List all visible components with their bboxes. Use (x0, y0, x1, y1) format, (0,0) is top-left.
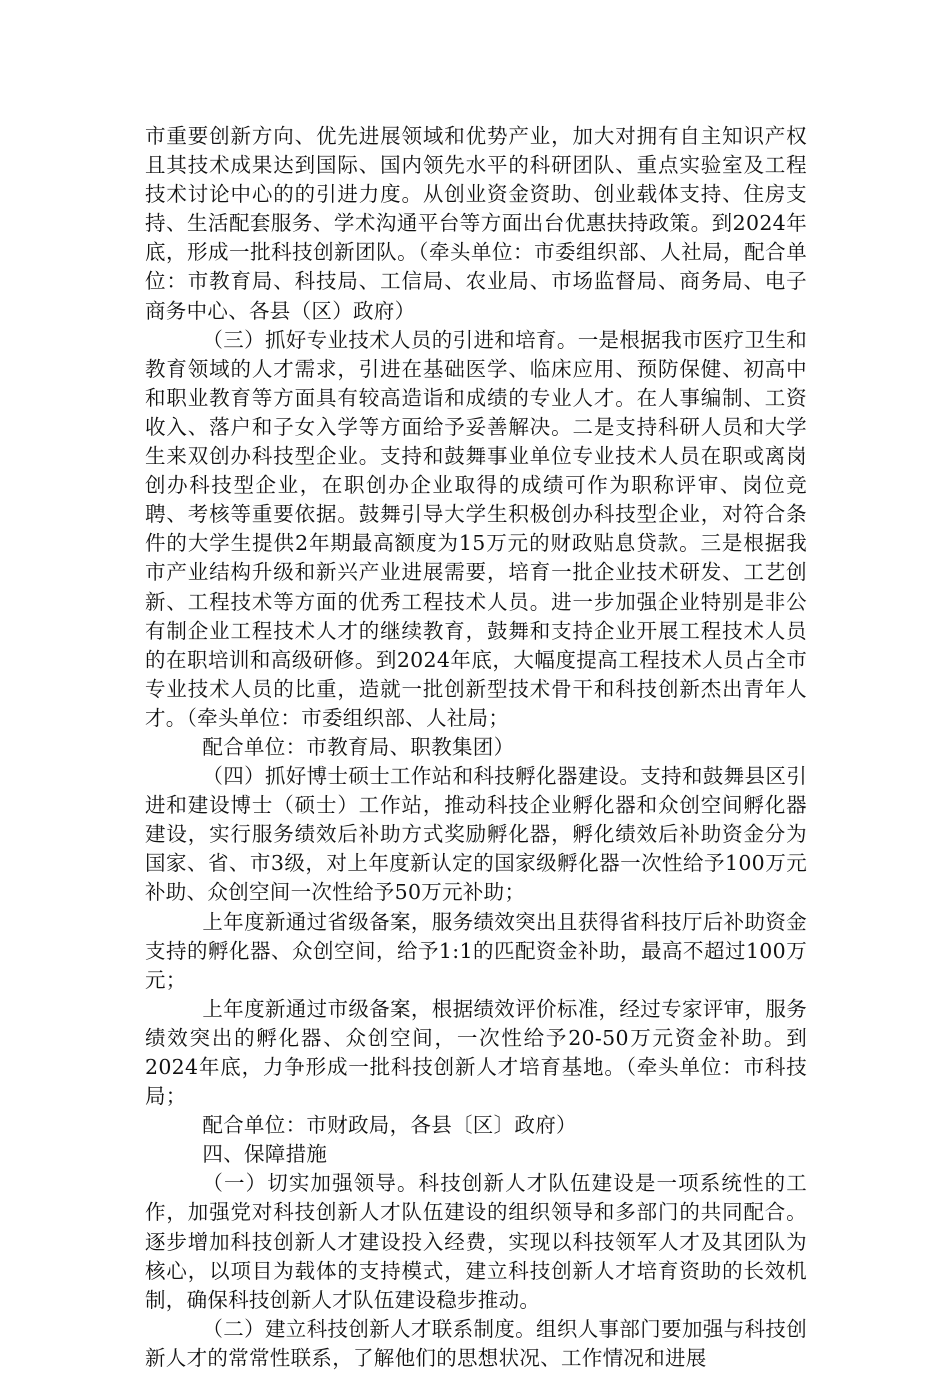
paragraph-provincial-subsidy: 上年度新通过省级备案，服务绩效突出且获得省科技厅后补助资金支持的孵化器、众创空间，给予1:1的匹配资金补助，最高不超过100万元； (145, 909, 807, 992)
paragraph-cooperating-units-education: 配合单位：市教育局、职教集团） (202, 734, 515, 759)
document-body (145, 122, 807, 1373)
paragraph-municipal-subsidy: 上年度新通过市级备案，根据绩效评价标准，经过专家评审，服务绩效突出的孵化器、众创空间，一次性给予20-50万元资金补助。到2024年底，力争形成一批科技创新人才培育基地。（牵头单位：市科技局； (145, 996, 807, 1109)
section-heading-safeguards: 四、保障措施 (202, 1142, 328, 1167)
paragraph-incubator-construction: （四）抓好博士硕士工作站和科技孵化器建设。支持和鼓舞县区引进和建设博士（硕士）工作站，推动科技企业孵化器和众创空间孵化器建设，实行服务绩效后补助方式奖励孵化器，孵化绩效后补助资金分为国家、省、市3级，对上年度新认定的国家级孵化器一次性给予100万元补助、众创空间一次性给予50万元补助； (145, 764, 807, 905)
paragraph-team-introduction: 市重要创新方向、优先进展领域和优势产业，加大对拥有自主知识产权且其技术成果达到国际、国内领先水平的科研团队、重点实验室及工程技术讨论中心的的引进力度。从创业资金资助、创业载体支持、住房支持、生活配套服务、学术沟通平台等方面出台优惠扶持政策。到2024年底，形成一批科技创新团队。（牵头单位：市委组织部、人社局，配合单位：市教育局、科技局、工信局、农业局、市场监督局、商务局、电子商务中心、各县（区）政府） (145, 124, 807, 323)
paragraph-leadership: （一）切实加强领导。科技创新人才队伍建设是一项系统性的工作，加强党对科技创新人才队伍建设的组织领导和多部门的共同配合。逐步增加科技创新人才建设投入经费，实现以科技领军人才及其团队为核心，以项目为载体的支持模式，建立科技创新人才培育资助的长效机制，确保科技创新人才队伍建设稳步推动。 (145, 1171, 807, 1312)
paragraph-cooperating-units-finance: 配合单位：市财政局，各县〔区〕政府） (202, 1113, 577, 1138)
paragraph-contact-system: （二）建立科技创新人才联系制度。组织人事部门要加强与科技创新人才的常常性联系，了解他们的思想状况、工作情况和进展 (145, 1316, 807, 1370)
paragraph-professional-talent: （三）抓好专业技术人员的引进和培育。一是根据我市医疗卫生和教育领域的人才需求，引进在基础医学、临床应用、预防保健、初高中和职业教育等方面具有较高造诣和成绩的专业人才。在人事编制、工资收入、落户和子女入学等方面给予妥善解决。二是支持科研人员和大学生来双创办科技型企业。支持和鼓舞事业单位专业技术人员在职或离岗创办科技型企业，在职创办企业取得的成绩可作为职称评审、岗位竞聘、考核等重要依据。鼓舞引导大学生积极创办科技型企业，对符合条件的大学生提供2年期最高额度为15万元的财政贴息贷款。三是根据我市产业结构升级和新兴产业进展需要，培育一批企业技术研发、工艺创新、工程技术等方面的优秀工程技术人员。进一步加强企业特别是非公有制企业工程技术人才的继续教育，鼓舞和支持企业开展工程技术人员的在职培训和高级研修。到2024年底，大幅度提高工程技术人员占全市专业技术人员的比重，造就一批创新型技术骨干和科技创新杰出青年人才。（牵头单位：市委组织部、人社局； (145, 327, 807, 730)
